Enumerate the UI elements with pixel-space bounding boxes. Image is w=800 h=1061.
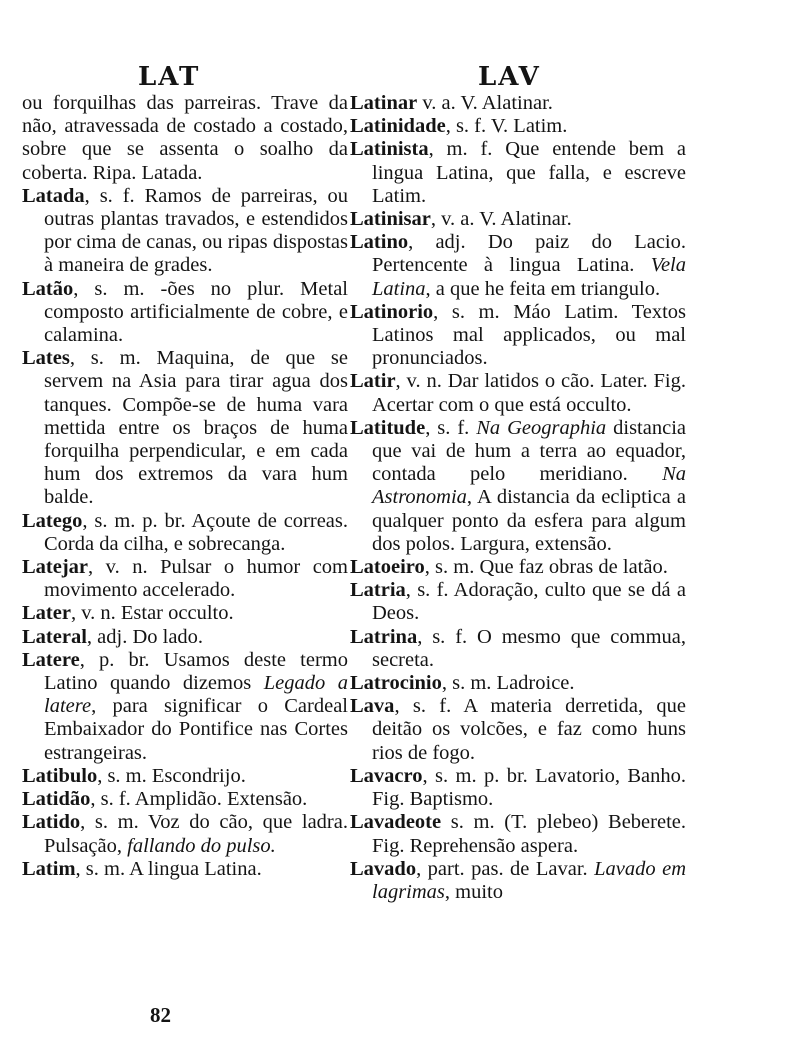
dictionary-entry — [22, 788, 348, 811]
dictionary-entry — [22, 602, 348, 625]
dictionary-entry — [350, 858, 686, 904]
entry-text: , p. br. Usamos deste termo Latino quando dizemos — [44, 648, 348, 695]
entry-text: , s. m. A lingua Latina. — [75, 857, 262, 880]
headword: Latibulo — [22, 764, 98, 787]
italic-phrase: Vela Latina — [372, 254, 686, 300]
headword: Latrina — [350, 625, 418, 648]
dictionary-entry — [22, 858, 348, 881]
dictionary-entry — [350, 92, 686, 115]
headword: Latir — [350, 370, 396, 393]
dictionary-entry — [22, 185, 348, 278]
entry-text: v. a. V. Alatinar. — [417, 92, 553, 114]
entry-text: , muito — [444, 880, 503, 903]
dictionary-entry — [22, 626, 348, 649]
dictionary-entry — [350, 138, 686, 208]
running-head-left: LAT — [138, 62, 201, 92]
entry-text: , s. f. V. Latim. — [445, 115, 568, 138]
headword: Lava — [350, 695, 395, 718]
dictionary-entry — [350, 417, 686, 556]
entry-text: , s. f. Ramos de parreiras, ou outras plantas travados, e estendidos por cima de canas, ou ripas dispostas à maneira de grades. — [44, 184, 348, 277]
entry-text: , A distancia da ecliptica a qualquer ponto da esfera para algum dos polos. Largura, extensão. — [372, 486, 686, 555]
headword: Latinorio — [350, 300, 434, 323]
headword: Lavado — [350, 857, 417, 880]
headword: Latinar — [350, 92, 418, 114]
headword: Lates — [22, 347, 70, 370]
entry-text: , s. m. Máo Latim. Textos Latinos mal applicados, ou mal pronunciados. — [372, 300, 686, 370]
italic-phrase: Na Astronomia — [372, 463, 686, 509]
entry-text: , s. m. p. br. Lavatorio, Banho. Fig. Baptismo. — [372, 764, 686, 811]
entry-text: , v. n. Estar occulto. — [70, 602, 234, 625]
dictionary-entry — [22, 811, 348, 857]
right-column — [350, 92, 686, 904]
headword: Latão — [22, 277, 74, 300]
italic-phrase: Na Geographia — [476, 416, 607, 439]
dictionary-entry — [22, 765, 348, 788]
dictionary-entry — [22, 510, 348, 556]
entry-text: , m. f. Que entende bem a lingua Latina, que falla, e escreve Latim. — [372, 138, 686, 207]
italic-phrase: Lavado em lagrimas — [372, 857, 686, 903]
dictionary-entry — [350, 765, 686, 811]
entry-text: , a que he feita em triangulo. — [425, 277, 661, 300]
headword: Latitude — [350, 416, 426, 439]
dictionary-entry — [350, 556, 686, 579]
dictionary-entry — [22, 347, 348, 509]
entry-text: , adj. Do lado. — [86, 625, 204, 648]
left-column — [22, 92, 348, 881]
headword: Latoeiro — [350, 556, 425, 579]
headword: Latinisar — [350, 208, 431, 231]
headword: Latido — [22, 811, 81, 834]
dictionary-entry — [350, 811, 686, 857]
headword: Latrocinio — [350, 672, 442, 695]
entry-text: , s. m. Maquina, de que se servem na Asia para tirar agua dos tanques. Compõe-se de huma vara mettida entre os braços de huma forquilha perpendicular, e em cada hum dos extremos da vara hum balde. — [44, 347, 348, 509]
italic-phrase: fallando do pulso. — [127, 834, 276, 857]
headword: Latere — [22, 648, 80, 671]
headword: Lavacro — [350, 764, 423, 787]
dictionary-entry — [22, 649, 348, 765]
dictionary-entry — [350, 672, 686, 695]
running-head-right: LAV — [478, 62, 541, 92]
entry-text: , v. a. V. Alatinar. — [430, 208, 572, 231]
dictionary-entry — [350, 579, 686, 625]
entry-text: , s. m. Que faz obras de latão. — [424, 556, 668, 579]
headword: Latim — [22, 857, 76, 880]
headword: Later — [22, 602, 71, 625]
headword: Latejar — [22, 556, 89, 579]
italic-phrase: Legado a latere — [44, 672, 348, 718]
headword: Latino — [350, 231, 409, 254]
entry-continuation — [22, 92, 348, 185]
entry-text: , adj. Do paiz do Lacio. Pertencente à lingua Latina. — [372, 231, 686, 277]
headword: Latada — [22, 184, 85, 207]
entry-text: , part. pas. de Lavar. — [416, 857, 595, 880]
entry-text: , v. n. Dar latidos o cão. Later. Fig. Acertar com o que está occulto. — [372, 370, 686, 416]
entry-text: , s. m. -ões no plur. Metal composto artificialmente de cobre, e calamina. — [44, 277, 348, 347]
dictionary-entry — [22, 278, 348, 348]
entry-text: , s. f. O mesmo que commua, secreta. — [372, 625, 686, 671]
dictionary-entry — [350, 231, 686, 301]
entry-text: , s. f. Amplidão. Extensão. — [90, 788, 308, 811]
dictionary-entry — [350, 626, 686, 672]
entry-text: , s. m. Ladroice. — [441, 672, 575, 695]
headword: Lavadeote — [350, 811, 442, 834]
entry-text: , s. m. Voz do cão, que ladra. Pulsação, — [44, 811, 348, 857]
entry-text: , s. f. Adoração, culto que se dá a Deos. — [372, 579, 686, 625]
entry-text: , s. f. — [425, 416, 477, 439]
headword: Latidão — [22, 788, 91, 811]
dictionary-entry — [350, 695, 686, 765]
headword: Latego — [22, 509, 83, 532]
headword: Latinista — [350, 138, 429, 161]
headword: Latinidade — [350, 115, 446, 138]
entry-text: , para significar o Cardeal Embaixador do Pontifice nas Cortes estrangeiras. — [44, 695, 348, 764]
dictionary-entry — [350, 301, 686, 371]
entry-text: ou forquilhas das parreiras. Trave da não, atravessada de costado a costado, sobre que se assenta o soalho da coberta. Ripa. Latada. — [22, 92, 348, 184]
entry-text: distancia que vai de hum a terra ao equador, contada pelo meridiano. — [372, 416, 686, 486]
entry-text: , s. f. A materia derretida, que deitão os volcões, e faz como huns rios de fogo. — [372, 695, 686, 764]
dictionary-entry — [350, 115, 686, 138]
headword: Lateral — [22, 625, 87, 648]
dictionary-entry — [350, 370, 686, 416]
entry-text: , s. m. Escondrijo. — [97, 764, 246, 787]
entry-text: s. m. (T. plebeo) Beberete. Fig. Reprehensão aspera. — [372, 811, 686, 857]
dictionary-entry — [22, 556, 348, 602]
headword: Latria — [350, 579, 406, 602]
page-number: 82 — [150, 1003, 171, 1027]
entry-text: , v. n. Pulsar o humor com movimento accelerado. — [44, 556, 348, 602]
dictionary-entry — [350, 208, 686, 231]
entry-text: , s. m. p. br. Açoute de correas. Corda da cilha, e sobrecanga. — [44, 509, 348, 555]
